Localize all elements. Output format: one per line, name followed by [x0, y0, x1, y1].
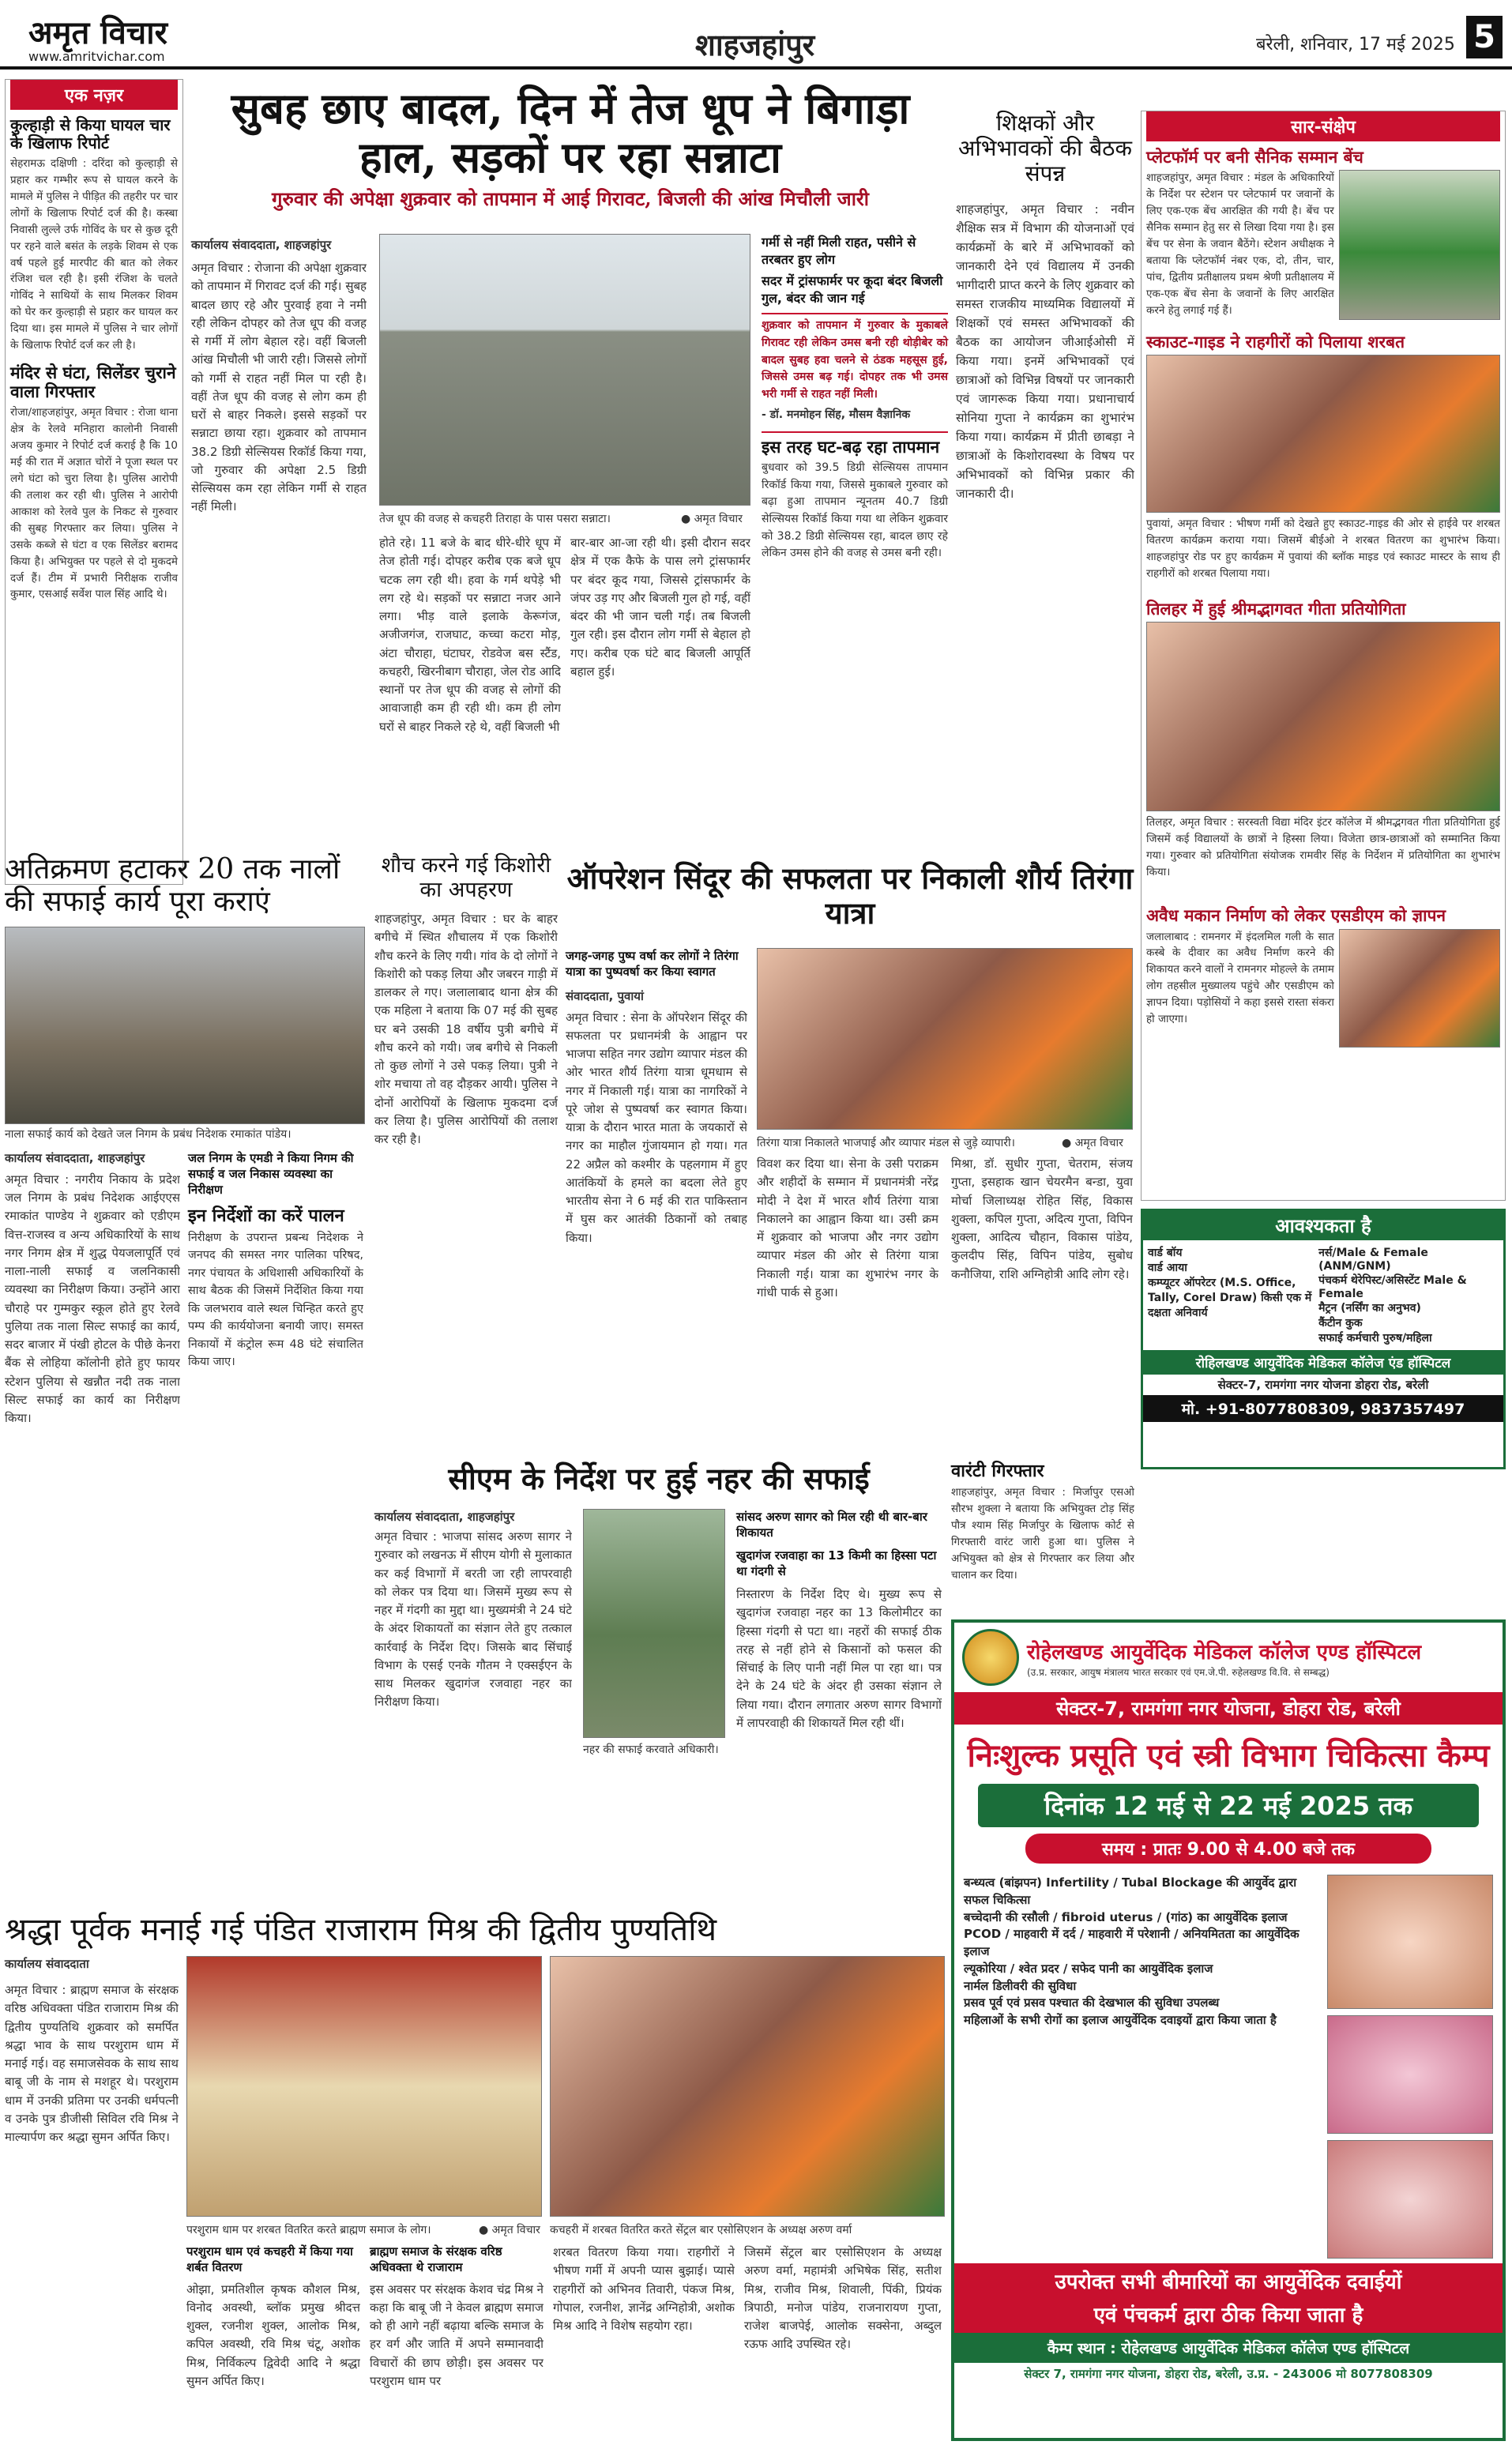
photo-caption: कचहरी में शरबत वितरित करते सेंट्रल बार एसोसिएशन के अध्यक्ष अरुण वर्मा	[550, 2224, 852, 2236]
article-body: मिश्रा, डॉ. सुधीर गुप्ता, चेतराम, संजय गुप्ता, इसहाक खान चेयरमैन बन्डा, युवा मोर्चा जिलाध्यक्ष रोहित सिंह, विकास शुक्ला, कपिल गुप्ता, अदित्य गुप्ता, विपिन शुक्ला, आदित्य चौहान, विकास पांडेय, कुलदीप सिंह, विपिन पांडेय, सुबोध कनौजिया, राशि अग्निहोत्री आदि लोग रहे।	[951, 1157, 1133, 1281]
lead-story	[191, 79, 950, 885]
highlight-bullet: सदर में ट्रांसफार्मर पर कूदा बंदर बिजली गुल, बंदर की जान गई	[762, 273, 943, 306]
vacancy-item: पंचकर्म थेरेपिस्ट/असिस्टेंट Male & Female	[1318, 1274, 1467, 1300]
camp-point: बच्चेदानी की रसौली / fibroid uterus / (गांठ) का आयुर्वेदिक इलाज	[964, 1909, 1288, 1924]
highlight-bullet: गर्मी से नहीं मिली राहत, पसीने से तरबतर हुए लोग	[762, 235, 916, 267]
ek-nazar-column	[5, 79, 183, 885]
article-body: शाहजहांपुर, अमृत विचार : घर के बाहर बगीचे में स्थित शौचालय में एक किशोरी शौच करने के लिए गयी। गांव के दो लोगों ने किशोरी को पकड़ लिया और जबरन गाड़ी में डालकर ले गए। जलालाबाद थाना क्षेत्र की एक महिला ने बताया कि 07 मई की सुबह घर बने उसकी 18 वर्षीय पुत्री बगीचे में शौच करने को गयी। जब बगीचे से निकली तो कुछ लोगों ने उसे पकड़ लिया। पुत्री ने शोर मचाया तो वह दौड़कर आयी। पुलिस ने दोनों आरोपियों के खिलाफ मुकदमा दर्ज कर लिया है। पुलिस आरोपियों की तलाश कर रही है।	[374, 912, 558, 1147]
drain-story	[5, 853, 368, 1533]
vacancy-item: कम्प्यूटर ऑपरेटर (M.S. Office, Tally, Corel Draw) किसी एक में दक्षता अनिवार्य	[1148, 1277, 1312, 1319]
camp-point: ल्यूकोरिया / श्वेत प्रदर / सफेद पानी का आयुर्वेदिक इलाज	[964, 1961, 1213, 1976]
brief-headline: प्लेटफॉर्म पर बनी सैनिक सम्मान बेंच	[1146, 147, 1363, 167]
edition-date: बरेली, शनिवार, 17 मई 2025	[1256, 35, 1455, 55]
ad-college-name: रोहेलखण्ड आयुर्वेदिक मेडिकल कॉलेज एण्ड हॉस्पिटल	[1027, 1640, 1422, 1664]
gita-competition-photo	[1146, 622, 1500, 811]
ad-phone[interactable]: मो. +91-8077808309, 9837357497	[1143, 1395, 1503, 1422]
camp-contact[interactable]: सेक्टर 7, रामगंगा नगर योजना, डोहरा रोड, बरेली, उ.प्र. - 243006 मो 8077808309	[1024, 2367, 1433, 2381]
photo-credit: ● अमृत विचार	[1062, 1137, 1123, 1149]
vacancy-item: सफाई कर्मचारी पुरुष/महिला	[1318, 1332, 1432, 1345]
story-headline: श्रद्धा पूर्वक मनाई गई पंडित राजाराम मिश्र की द्वितीय पुण्यतिथि	[5, 1912, 717, 1948]
website-link[interactable]: www.amritvichar.com	[28, 49, 165, 64]
page-number: 5	[1466, 16, 1503, 58]
lead-headline: सुबह छाए बादल, दिन में तेज धूप ने बिगाड़ा हाल, सड़कों पर रहा सन्नाटा	[231, 83, 910, 183]
ad-heading: आवश्यकता है	[1143, 1211, 1503, 1240]
summary-column	[1141, 111, 1506, 1201]
byline: कार्यालय संवाददाता	[5, 1957, 89, 1971]
byline: कार्यालय संवाददाता, शाहजहांपुर	[374, 1510, 515, 1524]
canal-photo	[583, 1509, 725, 1738]
scout-photo	[1146, 355, 1500, 513]
side-headline: इस तरह घट-बढ़ रहा तापमान	[762, 436, 940, 457]
camp-point: PCOD / माहवारी में दर्द / माहवारी में परेशानी / अनियमितता का आयुर्वेदिक इलाज	[964, 1927, 1299, 1958]
article-body: शाहजहांपुर, अमृत विचार : मिर्जापुर एसओ सौरभ शुक्ला ने बताया कि अभियुक्त टोड़ सिंह पौत्र श्याम सिंह मिर्जापुर के खिलाफ कोर्ट से गिरफ्तारी वारंट जारी हुआ था। पुलिस ने अभियुक्त को क्षेत्र से गिरफ्तार कर लिया और चालान कर दिया।	[951, 1486, 1134, 1582]
photo-caption: नाला सफाई कार्य को देखते जल निगम के प्रबंध निदेशक रमाकांत पांडेय।	[5, 1127, 291, 1141]
camp-point: नार्मल डिलीवरी की सुविधा	[964, 1978, 1077, 1993]
story-headline: शिक्षकों और अभिभावकों की बैठक संपन्न	[958, 110, 1132, 187]
story-headline: अतिक्रमण हटाकर 20 तक नालों की सफाई कार्य पूरा कराएं	[5, 853, 340, 919]
vacancy-item: वार्ड बॉय	[1148, 1247, 1183, 1259]
highlight-bullet: जगह-जगह पुष्प वर्षा कर लोगों ने तिरंगा यात्रा का पुष्पवर्षा कर किया स्वागत	[566, 949, 739, 980]
memorandum-photo	[1339, 929, 1500, 1048]
highlight-bullet: ब्राह्मण समाज के संरक्षक वरिष्ठ अधिवक्ता थे राजाराम	[370, 2244, 502, 2275]
article-body: अमृत विचार : भाजपा सांसद अरुण सागर ने गुरुवार को लखनऊ में सीएम योगी से मुलाकात कर कई विभागों में बरती जा रही लापरवाही को लेकर पत्र दिया था। जिसमें मुख्य रूप से नहर में गंदगी का मुद्दा था। मुख्यमंत्री ने 24 घंटे के अंदर शिकायतों का संज्ञान लेते हुए तत्काल कार्रवाई के निर्देश दिए। जिसके बाद सिंचाई विभाग के एसई एनके गौतम ने एक्सईएन के साथ मिलकर खुदागंज रजवाहा नहर का निरीक्षण किया।	[374, 1529, 572, 1710]
masthead	[0, 0, 1512, 70]
quote-author: - डॉ. मनमोहन सिंह, मौसम वैज्ञानिक	[762, 408, 911, 421]
article-body: अमृत विचार : नगरीय निकाय के प्रदेश जल निगम के प्रबंध निदेशक आईएएस रमाकांत पाण्डेय ने शुक्रवार को एडीएम वित्त-राजस्व व अन्य अधिकारियों के साथ नगर निगम क्षेत्र में शुद्ध पेयजलापूर्ति एवं नाला-नाली सफाई व जलनिकासी व्यवस्था का निरीक्षण किया। उन्होंने आरा चौराहे पर गुम्मकुर स्कूल होते हुए रेलवे पुलिया तक नाला सिल्ट सफाई का कार्य, सदर बाजार में पंखी होटल के पीछे केनरा बैंक से लोहिया कॉलोनी होते हुए फायर स्टेशन पुलिया से खन्नौत नदी तक नाला सिल्ट सफाई का कार्य का निरीक्षण किया।	[5, 1172, 180, 1426]
article-body: इस अवसर पर संरक्षक केशव चंद्र मिश्र ने कहा कि बाबू जी ने केवल ब्राह्मण समाज को ही आगे नहीं बढ़ाया बल्कि समाज के हर वर्ग और जाति में अपने सम्मानवादी विचारों की छाप छोड़ी। इस अवसर पर परशुराम धाम पर	[370, 2281, 543, 2388]
photo-credit: ● अमृत विचार	[479, 2224, 540, 2236]
article-body: होते रहे। 11 बजे के बाद धीरे-धीरे धूप में तेज होती गई। दोपहर करीब एक बजे धूप चटक लग रही थी। हवा के गर्म थपेड़े भी लग रहे थे। सड़कों पर सन्नाटा नजर आने लगा। भीड़ वाले इलाके केरूगंज, अजीजगंज, राजघाट, कच्चा कटरा मोड़, अंटा चौराहा, घंटाघर, रोडवेज बस स्टैंड, कचहरी, खिरनीबाग चौराहा, जेल रोड आदि स्थानों पर तेज धूप की वजह से लोगों की आवाजाही कम ही रही थी। कम ही लोग घरों से बाहर निकले रहे थे, वहीं बिजली भी	[379, 536, 561, 734]
vacancy-item: नर्स/Male & Female (ANM/GNM)	[1318, 1247, 1428, 1273]
highlights-box	[762, 234, 948, 562]
story-headline: सीएम के निर्देश पर हुई नहर की सफाई	[448, 1461, 870, 1496]
article-body: ओझा, प्रमतिशील कृषक कौशल मिश्र, विनोद अवस्थी, ब्लॉक प्रमुख श्रीदत्त शुक्ल, रजनीश शुक्ल, आलोक मिश्र, कपिल अवस्थी, रवि मिश्र चंटू, अशोक मिश्र, निर्विकल्प द्विवेदी आदि ने श्रद्धा सुमन अर्पित किए।	[186, 2281, 360, 2388]
vacancy-item: वार्ड आया	[1148, 1262, 1187, 1274]
article-body: निस्तारण के निर्देश दिए थे। मुख्य रूप से खुदागंज रजवाहा नहर का 13 किलोमीटर का हिस्सा गंदगी से पटा था। नहरों की सफाई ठीक तरह से नहीं होने से किसानों को फसल की सिंचाई के लिए पानी नहीं मिल पा रहा था। पत्र देने के 24 घंटे के अंदर ही उसका संज्ञान ले लिया गया। दौरान लगातार अरुण सागर विभागों में लापरवाही की शिकायतें मिल रही थीं।	[736, 1587, 942, 1730]
story-headline: वारंटी गिरफ्तार	[951, 1461, 1044, 1481]
photo-credit: ● अमृत विचार	[681, 513, 743, 525]
college-logo-icon	[962, 1629, 1019, 1686]
pregnancy-illustration	[1327, 1875, 1493, 2009]
camp-point: महिलाओं के सभी रोगों का इलाज आयुर्वेदिक दवाइयों द्वारा किया जाता है	[964, 2013, 1277, 2027]
section-tag: एक नज़र	[10, 80, 178, 110]
highlight-bullet: परशुराम धाम एवं कचहरी में किया गया शर्बत वितरण	[186, 2244, 353, 2275]
brief-text: जलालाबाद : रामनगर में इंदलमिल गली के सात कस्बे के दीवार का अवैध निर्माण करने की शिकायत करने वालों ने रामनगर मोहल्ले के तमाम लोग तहसील मुख्यालय पहुंचे और एसडीएम को ज्ञापन दिया। पड़ोसियों ने कहा इससे रास्ता संकरा हो जाएगा।	[1146, 930, 1334, 1026]
uterus-illustration	[1327, 2015, 1493, 2134]
camp-point: बन्ध्यत्व (बांझपन) Infertility / Tubal Blockage की आयुर्वेद द्वारा सफल चिकित्सा	[964, 1875, 1297, 1907]
camp-title: निःशुल्क प्रसूति एवं स्त्री विभाग चिकित्सा कैम्प	[967, 1737, 1490, 1774]
parshuram-dham-photo	[186, 1956, 542, 2217]
ad-address: सेक्टर-7, रामगंगा नगर योजना, डोहरा रोड, बरेली	[954, 1692, 1503, 1725]
camp-dates: दिनांक 12 मई से 22 मई 2025 तक	[978, 1784, 1479, 1827]
tiranga-story	[566, 861, 1134, 1461]
brief-headline: कुल्हाड़ी से किया घायल चार के खिलाफ रिपोर्ट	[10, 115, 171, 152]
page-city: शाहजहांपुर	[695, 28, 815, 62]
vacancy-item: मैट्रन (नर्सिंग का अनुभव)	[1318, 1302, 1421, 1315]
side-text: बुधवार को 39.5 डिग्री सेल्सियस तापमान रिकॉर्ड किया गया, जिससे मुकाबले गुरुवार को बढ़ा हुआ तापमान न्यूनतम 40.7 डिग्री सेल्सियस रिकॉर्ड किया गया था लेकिन शुक्रवार को 38.2 डिग्री सेल्सियस रहा, बादल छाए रहे लेकिन उमस होने की वजह से उमस बनी रही।	[762, 461, 948, 560]
expert-quote: शुक्रवार को तापमान में गुरुवार के मुकाबले गिरावट रही लेकिन उमस बनी रही थोड़ीबेर को बादल सुबह हवा चलने से ठंडक महसूस हुई, जिससे उमस बढ़ गई। दोपहर तक भी उमस भरी गर्मी से राहत नहीं मिली।	[762, 319, 948, 401]
byline: संवाददाता, पुवायां	[566, 988, 644, 1003]
highlight-bullet: सांसद अरुण सागर को मिल रही थी बार-बार शिकायत	[736, 1510, 927, 1540]
story-headline: शौच करने गई किशोरी का अपहरण	[381, 853, 551, 903]
pcod-illustration	[1327, 2140, 1493, 2259]
brief-text: पुवायां, अमृत विचार : भीषण गर्मी को देखते हुए स्काउट-गाइड की ओर से हाईवे पर शरबत वितरण कार्यक्रम कराया गया। जिसमें बीईओ ने शरबत वितरण का शुभारंभ किया। शाहजहांपुर रोड पर हुए कार्यक्रम में पुवायां की ब्लॉक माइड एवं स्काउट मास्टर के साथ ही राहगीरों को शरबत पिलाया गया।	[1146, 517, 1500, 581]
canal-story	[374, 1461, 943, 1904]
photo-caption: नहर की सफाई करवाते अधिकारी।	[583, 1743, 719, 1756]
article-body: निरीक्षण के उपरान्त प्रबन्ध निदेशक ने जनपद की समस्त नगर पालिका परिषद, नगर पंचायत के अधिशासी अधिकारियों के साथ बैठक की जिसमें निर्देशित किया गया कि जलभराव वाले स्थल चिन्हित करते हुए पम्प की कार्ययोजना बनायी जाए। समस्त निकायों में कंट्रोल रूम 48 घंटे संचालित किया जाए।	[188, 1231, 363, 1369]
ad-footer: एवं पंचकर्म द्वारा ठीक किया जाता है	[954, 2298, 1503, 2333]
vacancy-advertisement	[1141, 1209, 1506, 1469]
highlight-bullet: जल निगम के एमडी ने किया निगम की सफाई व जल निकास व्यवस्था का निरीक्षण	[188, 1150, 354, 1198]
article-body: जिसमें सेंट्रल बार एसोसिएशन के अध्यक्ष अरुण वर्मा, महामंत्री अभिषेक सिंह, सतीश मिश्र, राजीव मिश्र, शिवाली, पिंकी, प्रियंक त्रिपाठी, मनोज पांडेय, राजनारायण गुप्ता, राजेश बाजपेई, आलोक सक्सेना, अब्दुल रऊफ आदि उपस्थित रहे।	[744, 2245, 942, 2352]
brief-headline: स्काउट-गाइड ने राहगीरों को पिलाया शरबत	[1146, 332, 1405, 352]
brief-headline: तिलहर में हुई श्रीमद्भागवत गीता प्रतियोगिता	[1146, 599, 1406, 619]
medical-camp-advertisement	[951, 1619, 1506, 2441]
brief-text: रोजा/शाहजहांपुर, अमृत विचार : रोजा थाना क्षेत्र के रेलवे मनिहारा कालोनी निवासी अजय कुमार ने रिपोर्ट दर्ज कराई है कि 10 मई की रात में अज्ञात चोरों ने पूजा स्थल पर लगे घंटा को चुरा लिया है। पुलिस आरोपी की तलाश कर रही थी। पुलिस ने आरोपी आकाश को रेलवे पुल के निकट से गुरुवार की सुबह गिरफ्तार कर लिया। पुलिस ने उसके कब्जे से घंटा व एक सिलेंडर बरामद किया है। अभियुक्त पर पहले से दो मुकदमे दर्ज हैं। टीम में प्रभारी निरीक्षक राजीव कुमार, एसआई सर्वेश पाल सिंह आदि थे।	[10, 406, 178, 601]
brief-headline: मंदिर से घंटा, सिलेंडर चुराने वाला गिरफ्तार	[10, 363, 176, 402]
highlight-bullet: खुदागंज रजवाहा का 13 किमी का हिस्सा पटा था गंदगी से	[736, 1548, 937, 1578]
byline: कार्यालय संवाददाता, शाहजहांपुर	[191, 238, 332, 252]
brief-headline: अवैध मकान निर्माण को लेकर एसडीएम को ज्ञापन	[1146, 905, 1446, 926]
camp-time: समय : प्रातः 9.00 से 4.00 बजे तक	[1025, 1834, 1431, 1864]
brief-text: तिलहर, अमृत विचार : सरस्वती विद्या मंदिर इंटर कॉलेज में श्रीमद्भगवत गीता प्रतियोगिता हुई जिसमें कई विद्यालयों के छात्रों ने हिस्सा लिया। विजेता छात्र-छात्राओं को सम्मानित किया गया। गुरुवार को प्रतियोगिता संयोजक रामवीर सिंह के निर्देशन में प्रतियोगिता का शुभारंभ किया।	[1146, 816, 1500, 879]
drain-photo	[5, 927, 365, 1124]
photo-caption: तेज धूप की वजह से कचहरी तिराहा के पास पसरा सन्नाटा।	[379, 513, 611, 525]
ad-affiliation: (उ.प्र. सरकार, आयुष मंत्रालय भारत सरकार एवं एम.जे.पी. रुहेलखण्ड वि.वि. से सम्बद्ध)	[1027, 1666, 1330, 1678]
sub-headline: इन निर्देशों का करें पालन	[188, 1205, 344, 1226]
story-headline: ऑपरेशन सिंदूर की सफलता पर निकाली शौर्य तिरंगा यात्रा	[566, 860, 1134, 931]
article-body: शाहजहांपुर, अमृत विचार : नवीन शैक्षिक सत्र में विभाग की योजनाओं एवं कार्यक्रमों के बारे में अभिभावकों को जानकारी देने एवं विद्यालय में उनकी भागीदारी प्राप्त करने के लिए शुक्रवार को समस्त राजकीय माध्यमिक विद्यालयों में शिक्षकों एवं समस्त अभिभावकों की बैठक का आयोजन जीआईओसी में किया गया। इनमें अभिभावकों एवं छात्राओं को विभिन्न विषयों पर जानकारी एवं जागरूक किया गया। प्रधानाचार्य सोनिया गुप्ता ने कार्यक्रम का शुभारंभ किया गया। कार्यक्रम में प्रीती छाबड़ा ने छात्राओं के किशोरावस्था के विषय पर अभिभावकों को विभिन्न प्रकार की जानकारी दी।	[956, 201, 1134, 501]
article-body: अमृत विचार : रोजाना की अपेक्षा शुक्रवार को तापमान में गिरावट दर्ज की गई। सुबह बादल छाए रहे और पुरवाई हवा ने नमी रही लेकिन दोपहर को तेज धूप की वजह से गर्मी में लोग बेहाल रहे। वहीं बिजली आंख मिचौली भी जारी रही। जिससे लोगों को गर्मी से राहत नहीं मिल पा रही है। वहीं तेज धूप की वजह से लोग कम ही घरों से बाहर निकले। इससे सड़कों पर सन्नाटा छाया रहा। शुक्रवार को तापमान 38.2 डिग्री सेल्सियस रिकॉर्ड किया गया, जो गुरुवार की अपेक्षा 2.5 डिग्री सेल्सियस कम रहा लेकिन गर्मी से राहत नहीं मिली।	[191, 261, 367, 514]
punyatithi-story	[5, 1912, 945, 2441]
camp-venue: कैम्प स्थान : रोहेलखण्ड आयुर्वेदिक मेडिकल कॉलेज एण्ड हॉस्पिटल	[954, 2333, 1503, 2363]
byline: कार्यालय संवाददाता, शाहजहांपुर	[5, 1150, 145, 1165]
tiranga-yatra-photo	[757, 948, 1133, 1130]
article-body: विवश कर दिया था। सेना के उसी पराक्रम और शहीदों के सम्मान में प्रधानमंत्री नरेंद्र मोदी ने देश में भारत शौर्य तिरंगा यात्रा निकालने का आह्वान किया था। उसी क्रम में शुक्रवार को भाजपा और नगर उद्योग व्यापार मंडल की ओर से तिरंगा यात्रा निकाली गई। यात्रा का शुभारंभ नगर के गांधी पार्क से हुआ।	[757, 1157, 938, 1300]
article-body: बार-बार आ-जा रही थी। इसी दौरान सदर क्षेत्र में एक कैफे के पास लगे ट्रांसफार्मर पर बंदर कूद गया, जिससे ट्रांसफार्मर के जंपर उड़ गए और बिजली गुल हो गई, वहीं बंदर की भी जान चली गई। तब बिजली गुल रही। इस दौरान लोग गर्मी से बेहाल हो गए। करीब एक घंटे बाद बिजली आपूर्ति बहाल हुई।	[570, 536, 750, 679]
newspaper-logo: अमृत विचार	[28, 14, 167, 51]
ad-address: सेक्टर-7, रामगंगा नगर योजना डोहरा रोड, बरेली	[1217, 1378, 1429, 1392]
section-tag: सार-संक्षेप	[1146, 111, 1500, 141]
brief-text: सेहरामऊ दक्षिणी : दरिंदा को कुल्हाड़ी से प्रहार कर गम्भीर रूप से घायल करने के मामले में पुलिस ने पीड़ित की तहरीर पर चार लोगों के खिलाफ रिपोर्ट दर्ज की है। कस्बा निवासी लुल्ले उर्फ गोविंद के घर से कुछ दूरी पर रहने वाले बसंत के लड़के शिवम से एक वर्ष पहले हुई मारपीट की बात को लेकर रंजिश चल रही है। इसी रंजिश के चलते गोविंद ने साथियों के साथ मिलकर शिवम को घेर कर कुल्हाड़ी से प्रहार कर घायल कर दिया था। इस मामले में पुलिस ने चार लोगों के खिलाफ रिपोर्ट दर्ज कर ली है।	[10, 157, 178, 352]
warrant-story	[951, 1461, 1134, 1612]
meeting-story	[956, 111, 1134, 885]
article-body: अमृत विचार : ब्राह्मण समाज के संरक्षक वरिष्ठ अधिवक्ता पंडित राजाराम मिश्र की द्वितीय पुण्यतिथि शुक्रवार को समर्पित श्रद्धा भाव के साथ परशुराम धाम में मनाई गई। वह समाजसेवक के साथ साथ बाबू जी के नाम से मशहूर थे। परशुराम धाम में उनकी प्रतिमा पर उनकी धर्मपत्नी व उनके पुत्र डीजीसी सिविल रवि मिश्र ने माल्यार्पण कर श्रद्धा सुमन अर्पित किए।	[5, 1983, 179, 2144]
photo-caption: तिरंगा यात्रा निकालते भाजपाई और व्यापार मंडल से जुड़े व्यापारी।	[757, 1137, 1015, 1149]
brief-text: शाहजहांपुर, अमृत विचार : मंडल के अधिकारियों के निर्देश पर स्टेशन पर प्लेटफार्म पर जवानों के लिए एक-एक बेंच आरक्षित की गयी है। बेंच पर सैनिक सम्मान हेतु सर से लिखा दिया गया है। इस बेंच पर सेना के जवान बैठेंगे। स्टेशन अधीक्षक ने बताया कि प्लेटफॉर्म नंबर एक, दो, तीन, चार, पांच, द्वितीय प्रतीक्षालय प्रथम श्रेणी प्रतीक्षालय में एक-एक बेंच सेना के जवानों के लिए आरक्षित करने हेतु लगाई गई हैं।	[1146, 171, 1334, 317]
kachahri-photo	[550, 1956, 945, 2217]
vacancy-item: कैंटीन कुक	[1318, 1317, 1363, 1330]
article-body: अमृत विचार : सेना के ऑपरेशन सिंदूर की सफलता पर प्रधानमंत्री के आह्वान पर भाजपा सहित नगर उद्योग व्यापार मंडल की ओर भारत शौर्य तिरंगा यात्रा धूमधाम से नगर में निकाली गई। यात्रा का नागरिकों ने पूरे जोश से पुष्पवर्षा कर स्वागत किया। यात्रा के दौरान भारत माता के जयकारों से नगर का माहौल गुंजायमान हो गया। गत 22 अप्रैल को कश्मीर के पहलगाम में हुए आतंकियों के हमले का बदला लेते हुए भारतीय सेना ने 6 मई की रात पाकिस्तान में घुस कर आतंकी ठिकानों को तबाह किया।	[566, 1010, 747, 1245]
ad-footer: उपरोक्त सभी बीमारियों का आयुर्वेदिक दवाईयों	[954, 2263, 1503, 2298]
lead-subhead: गुरुवार की अपेक्षा शुक्रवार को तापमान में आई गिरावट, बिजली की आंख मिचौली जारी	[272, 187, 869, 211]
lead-photo	[379, 234, 750, 506]
camp-point: प्रसव पूर्व एवं प्रसव पश्चात की देखभाल की सुविधा उपलब्ध	[964, 1995, 1220, 2011]
kidnap-story	[374, 853, 558, 1454]
article-body: शरबत वितरण किया गया। राहगीरों ने भीषण गर्मी में अपनी प्यास बुझाई। प्यासे राहगीरों को अभिनव तिवारी, पंकज मिश्र, गोपाल, रजनीश, ज्ञानेंद्र अग्निहोत्री, अशोक मिश्र आदि ने विशेष सहयोग रहा।	[553, 2245, 735, 2333]
ad-college-name: रोहिलखण्ड आयुर्वेदिक मेडिकल कॉलेज एंड हॉस्पिटल	[1143, 1350, 1503, 1375]
bench-photo	[1339, 170, 1500, 320]
photo-caption: परशुराम धाम पर शरबत वितरित करते ब्राह्मण समाज के लोग।	[186, 2224, 431, 2236]
